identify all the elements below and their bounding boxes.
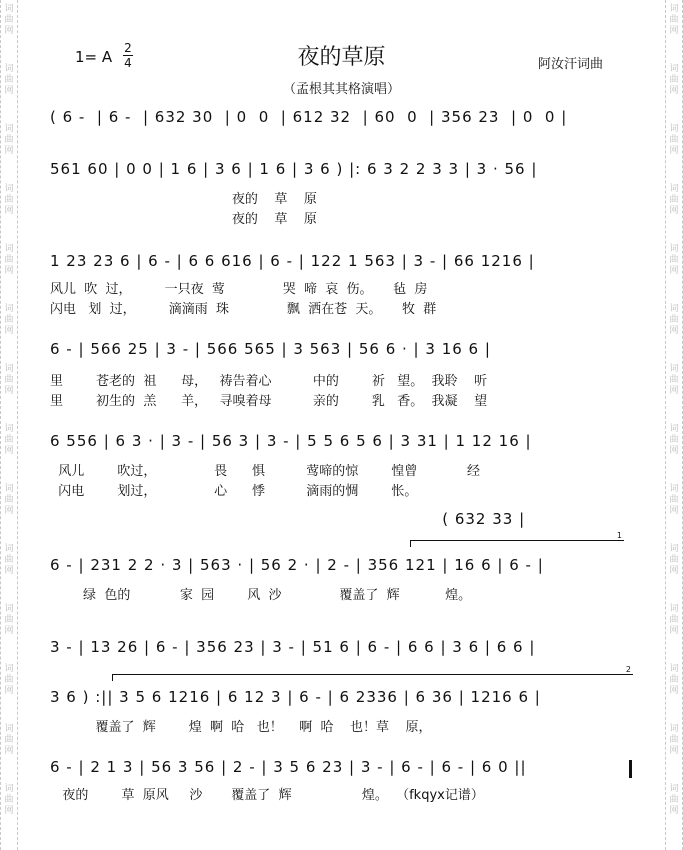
watermark-text: 词 曲 网 [4, 64, 14, 96]
watermark-text: 词 曲 网 [4, 364, 14, 396]
volta-bracket-1: 1 [410, 540, 624, 547]
composer: 阿汝汗词曲 [538, 57, 604, 72]
watermark-text: 词 曲 网 [4, 124, 14, 156]
notation-line: 3 - | 13 26 | 6 - | 356 23 | 3 - | 51 6 | 6 - | 6 6 | 3 6 | 6 6 | [50, 638, 536, 656]
watermark-text: 词 曲 网 [669, 304, 679, 336]
watermark-text: 词 曲 网 [4, 784, 14, 816]
time-signature-top: 2 [124, 41, 132, 55]
lyric-line: 夜的 草 原 [50, 192, 317, 207]
watermark-text: 词 曲 网 [669, 364, 679, 396]
watermark-text: 词 曲 网 [4, 664, 14, 696]
lyric-line: 夜的 草 原风 沙 覆盖了 辉 煌。 （fkqyx记谱） [50, 788, 484, 803]
watermark-text: 词 曲 网 [4, 424, 14, 456]
notation-line: 6 556 | 6 3 · | 3 - | 56 3 | 3 - | 5 5 6 5 6 | 3 31 | 1 12 16 | [50, 432, 532, 450]
watermark-text: 词 曲 网 [669, 244, 679, 276]
lyric-line: 覆盖了 辉 煌 啊 哈 也！ 啊 哈 也！草 原， [50, 720, 432, 735]
volta-bracket-2: 2 [112, 674, 633, 681]
watermark-text: 词 曲 网 [669, 424, 679, 456]
watermark-text: 词 曲 网 [4, 184, 14, 216]
watermark-text: 词 曲 网 [4, 304, 14, 336]
watermark-text: 词 曲 网 [669, 784, 679, 816]
watermark-text: 词 曲 网 [669, 184, 679, 216]
notation-line: ( 632 33 | [50, 510, 526, 528]
notation-line: ( 6 - | 6 - | 632 30 | 0 0 | 612 32 | 60 0 | 356 23 | 0 0 | [50, 108, 568, 126]
lyric-line: 风儿 吹 过， 一只夜 莺 哭 啼 哀 伤。 毡 房 [50, 282, 428, 297]
watermark-text: 词 曲 网 [4, 4, 14, 36]
lyric-line: 闪电 划过， 心 悸 滴雨的惆 怅。 [50, 484, 418, 499]
notation-line: 3 6 ) :|| 3 5 6 1216 | 6 12 3 | 6 - | 6 2336 | 6 36 | 1216 6 | [50, 688, 541, 706]
time-signature-bottom: 4 [124, 56, 132, 70]
key-signature: 1= A [75, 48, 113, 66]
watermark-text: 词 曲 网 [4, 484, 14, 516]
notation-line: 6 - | 566 25 | 3 - | 566 565 | 3 563 | 56 6 · | 3 16 6 | [50, 340, 491, 358]
lyric-line: 夜的 草 原 [50, 212, 317, 227]
watermark-text: 词 曲 网 [669, 484, 679, 516]
watermark-text: 词 曲 网 [669, 604, 679, 636]
watermark-text: 词 曲 网 [4, 604, 14, 636]
watermark-text: 词 曲 网 [669, 724, 679, 756]
watermark-text: 词 曲 网 [669, 664, 679, 696]
watermark-text: 词 曲 网 [4, 544, 14, 576]
singer-credit: （孟根其其格演唱） [282, 82, 400, 97]
lyric-line: 绿 色的 家 园 风 沙 覆盖了 辉 煌。 [50, 588, 472, 603]
watermark-text: 词 曲 网 [669, 4, 679, 36]
watermark-text: 词 曲 网 [4, 724, 14, 756]
notation-line: 6 - | 231 2 2 · 3 | 563 · | 56 2 · | 2 - | 356 121 | 16 6 | 6 - | [50, 556, 544, 574]
final-barline [629, 760, 632, 778]
notation-line: 1 23 23 6 | 6 - | 6 6 616 | 6 - | 122 1 563 | 3 - | 66 1216 | [50, 252, 535, 270]
song-title: 夜的草原 [297, 45, 386, 70]
lyric-line: 里 苍老的 祖 母， 祷告着心 中的 祈 望。 我聆 听 [50, 374, 488, 389]
lyric-line: 里 初生的 羔 羊， 寻嗅着母 亲的 乳 香。 我凝 望 [50, 394, 488, 409]
watermark-text: 词 曲 网 [669, 64, 679, 96]
lyric-line: 闪电 划 过， 滴滴雨 珠 飘 洒在苍 天。 牧 群 [50, 302, 437, 317]
notation-line: 561 60 | 0 0 | 1 6 | 3 6 | 1 6 | 3 6 ) |: 6 3 2 2 3 3 | 3 · 56 | [50, 160, 538, 178]
watermark-text: 词 曲 网 [669, 124, 679, 156]
watermark-strip-right [665, 0, 683, 850]
notation-line: 6 - | 2 1 3 | 56 3 56 | 2 - | 3 5 6 23 | 3 - | 6 - | 6 - | 6 0 || [50, 758, 527, 776]
watermark-strip-left [0, 0, 18, 850]
watermark-text: 词 曲 网 [669, 544, 679, 576]
lyric-line: 风儿 吹过， 畏 惧 莺啼的惊 惶曾 经 [50, 464, 480, 479]
watermark-text: 词 曲 网 [4, 244, 14, 276]
